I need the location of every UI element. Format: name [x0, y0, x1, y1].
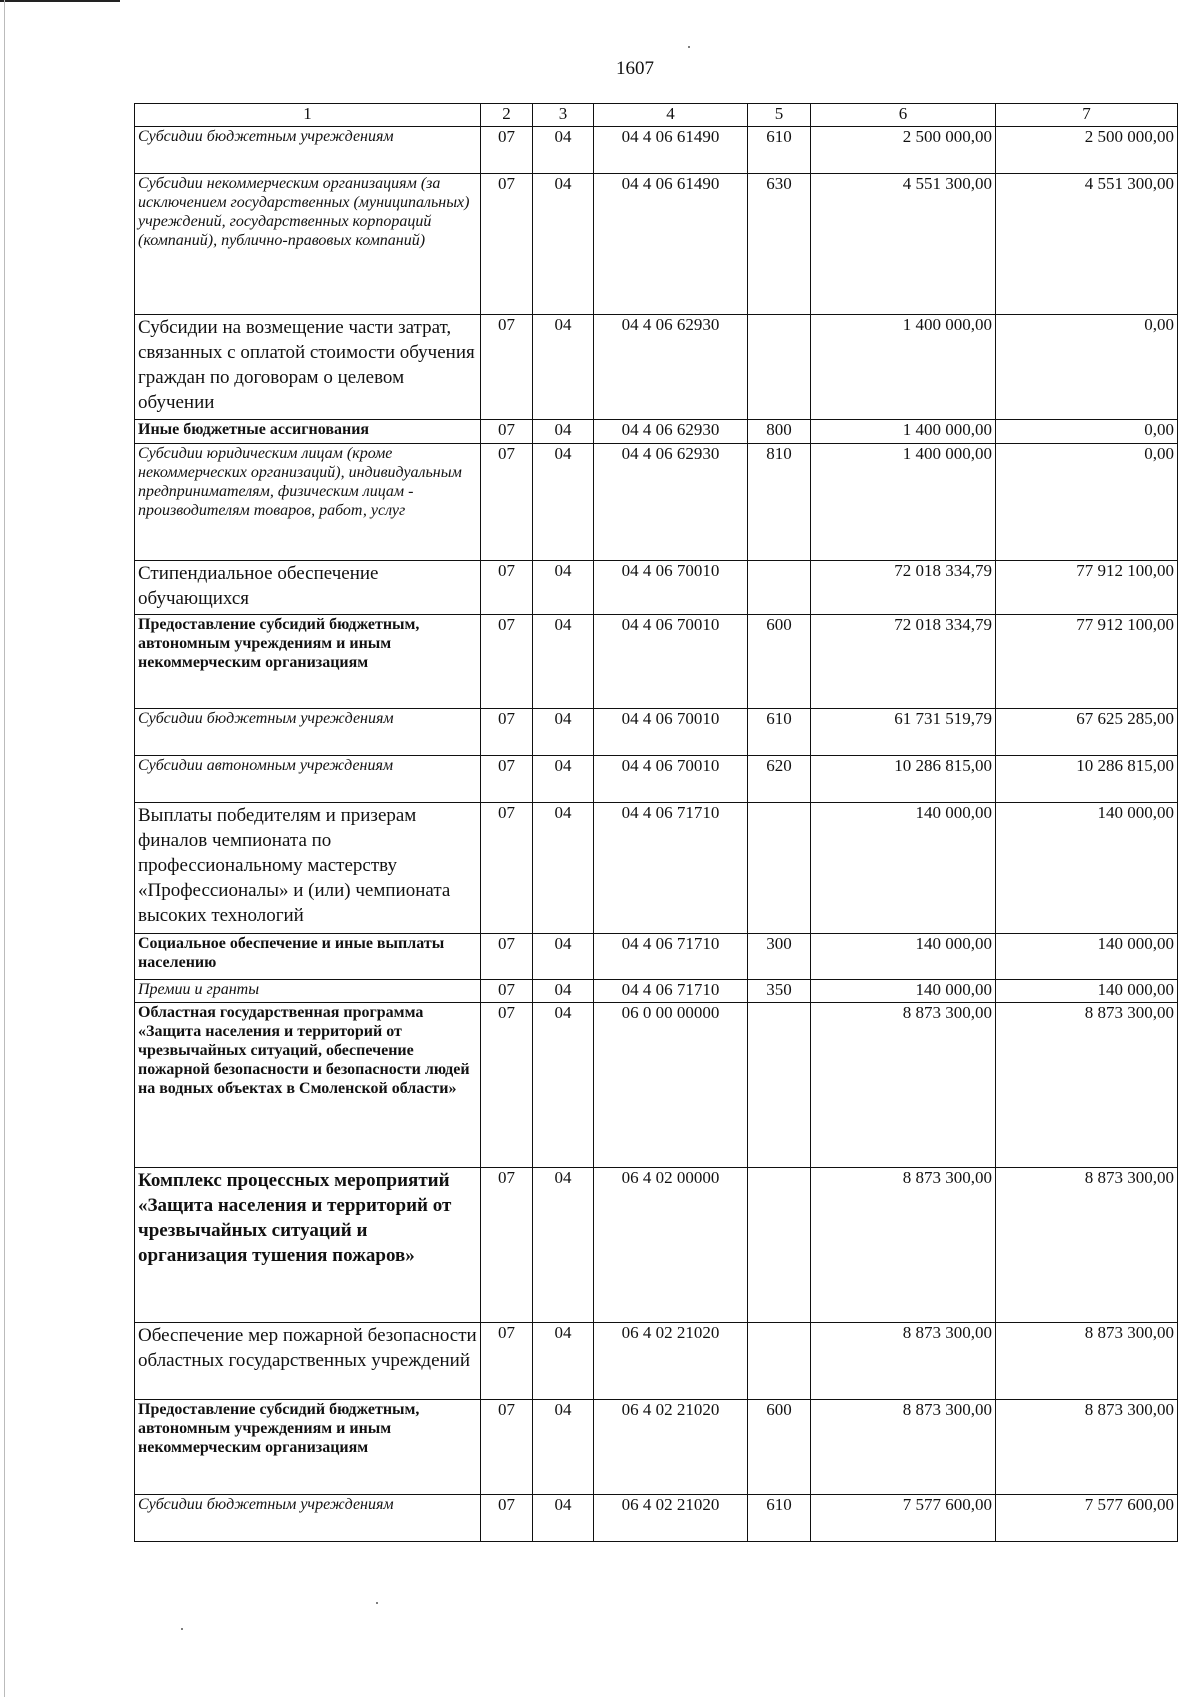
row-name: Иные бюджетные ассигнования [135, 420, 481, 444]
row-amount-year-1: 8 873 300,00 [811, 1323, 996, 1400]
row-amount-year-2: 140 000,00 [996, 934, 1178, 980]
table-row [135, 934, 1178, 980]
table-row [135, 756, 1178, 803]
row-section: 07 [481, 561, 533, 615]
table-row [135, 1400, 1178, 1495]
row-target-code: 04 4 06 62930 [594, 444, 748, 561]
row-target-code: 04 4 06 70010 [594, 561, 748, 615]
row-target-code: 04 4 06 71710 [594, 980, 748, 1003]
row-subsection: 04 [533, 444, 594, 561]
row-section: 07 [481, 709, 533, 756]
row-amount-year-2: 8 873 300,00 [996, 1400, 1178, 1495]
row-amount-year-1: 140 000,00 [811, 934, 996, 980]
row-amount-year-2: 140 000,00 [996, 980, 1178, 1003]
column-number: 7 [996, 104, 1178, 127]
row-amount-year-2: 8 873 300,00 [996, 1003, 1178, 1168]
row-subsection: 04 [533, 561, 594, 615]
row-amount-year-2: 0,00 [996, 444, 1178, 561]
row-section: 07 [481, 1400, 533, 1495]
row-name: Областная государственная программа «Защита населения и территорий от чрезвычайных ситуаций, обеспечение пожарной безопасности и безопасности людей на водных объектах в Смоленской области» [135, 1003, 481, 1168]
row-expense-type: 800 [748, 420, 811, 444]
row-name: Субсидии автономным учреждениям [135, 756, 481, 803]
row-section: 07 [481, 1003, 533, 1168]
row-section: 07 [481, 127, 533, 174]
row-amount-year-2: 10 286 815,00 [996, 756, 1178, 803]
row-section: 07 [481, 1168, 533, 1323]
row-expense-type [748, 1168, 811, 1323]
row-name: Предоставление субсидий бюджетным, автономным учреждениям и иным некоммерческим организациям [135, 1400, 481, 1495]
row-amount-year-1: 2 500 000,00 [811, 127, 996, 174]
table-row [135, 1323, 1178, 1400]
row-name: Субсидии на возмещение части затрат, связанных с оплатой стоимости обучения граждан по договорам о целевом обучении [135, 315, 481, 420]
row-expense-type: 630 [748, 174, 811, 315]
table-row [135, 1003, 1178, 1168]
row-name: Субсидии бюджетным учреждениям [135, 1495, 481, 1542]
page-number: 1607 [616, 58, 654, 79]
table-row [135, 315, 1178, 420]
row-amount-year-2: 7 577 600,00 [996, 1495, 1178, 1542]
row-amount-year-1: 10 286 815,00 [811, 756, 996, 803]
row-target-code: 04 4 06 61490 [594, 127, 748, 174]
table-row [135, 420, 1178, 444]
row-expense-type [748, 315, 811, 420]
row-subsection: 04 [533, 315, 594, 420]
row-section: 07 [481, 315, 533, 420]
row-name: Выплаты победителям и призерам финалов чемпионата по профессиональному мастерству «Профессионалы» и (или) чемпионата высоких технологий [135, 803, 481, 934]
row-target-code: 04 4 06 70010 [594, 756, 748, 803]
row-subsection: 04 [533, 174, 594, 315]
row-amount-year-2: 8 873 300,00 [996, 1168, 1178, 1323]
table-row [135, 803, 1178, 934]
row-name: Премии и гранты [135, 980, 481, 1003]
row-subsection: 04 [533, 1003, 594, 1168]
row-target-code: 04 4 06 62930 [594, 315, 748, 420]
row-section: 07 [481, 1495, 533, 1542]
table-row [135, 709, 1178, 756]
column-number: 6 [811, 104, 996, 127]
row-section: 07 [481, 934, 533, 980]
row-name: Субсидии бюджетным учреждениям [135, 127, 481, 174]
row-expense-type: 620 [748, 756, 811, 803]
row-expense-type [748, 1003, 811, 1168]
row-expense-type [748, 803, 811, 934]
scan-speck [688, 46, 690, 48]
row-subsection: 04 [533, 1323, 594, 1400]
row-name: Субсидии юридическим лицам (кроме некоммерческих организаций), индивидуальным предпринимателям, физическим лицам - производителям товаров, работ, услуг [135, 444, 481, 561]
row-amount-year-1: 8 873 300,00 [811, 1400, 996, 1495]
row-amount-year-2: 2 500 000,00 [996, 127, 1178, 174]
row-section: 07 [481, 420, 533, 444]
row-amount-year-1: 8 873 300,00 [811, 1003, 996, 1168]
row-target-code: 06 4 02 21020 [594, 1495, 748, 1542]
row-target-code: 06 4 02 21020 [594, 1323, 748, 1400]
row-subsection: 04 [533, 934, 594, 980]
scan-speck [181, 1628, 183, 1630]
row-amount-year-1: 7 577 600,00 [811, 1495, 996, 1542]
row-expense-type: 350 [748, 980, 811, 1003]
row-amount-year-1: 1 400 000,00 [811, 420, 996, 444]
row-amount-year-2: 0,00 [996, 420, 1178, 444]
table-row [135, 127, 1178, 174]
table-row [135, 615, 1178, 709]
row-expense-type: 610 [748, 1495, 811, 1542]
row-section: 07 [481, 615, 533, 709]
column-number: 5 [748, 104, 811, 127]
row-amount-year-2: 140 000,00 [996, 803, 1178, 934]
row-name: Комплекс процессных мероприятий «Защита населения и территорий от чрезвычайных ситуаций и организация тушения пожаров» [135, 1168, 481, 1323]
table-row [135, 561, 1178, 615]
column-number-row [135, 104, 1178, 127]
row-section: 07 [481, 444, 533, 561]
row-amount-year-1: 140 000,00 [811, 803, 996, 934]
table-row [135, 444, 1178, 561]
column-number: 4 [594, 104, 748, 127]
row-amount-year-2: 77 912 100,00 [996, 615, 1178, 709]
row-section: 07 [481, 1323, 533, 1400]
row-subsection: 04 [533, 803, 594, 934]
row-expense-type: 600 [748, 615, 811, 709]
row-amount-year-2: 77 912 100,00 [996, 561, 1178, 615]
row-expense-type [748, 1323, 811, 1400]
row-target-code: 04 4 06 61490 [594, 174, 748, 315]
budget-table [134, 103, 1178, 1542]
row-target-code: 04 4 06 71710 [594, 803, 748, 934]
budget-table-body [135, 127, 1178, 1542]
row-target-code: 04 4 06 70010 [594, 615, 748, 709]
row-amount-year-2: 0,00 [996, 315, 1178, 420]
row-expense-type: 300 [748, 934, 811, 980]
row-subsection: 04 [533, 980, 594, 1003]
column-number: 3 [533, 104, 594, 127]
row-amount-year-1: 72 018 334,79 [811, 615, 996, 709]
row-section: 07 [481, 756, 533, 803]
row-subsection: 04 [533, 420, 594, 444]
row-amount-year-1: 8 873 300,00 [811, 1168, 996, 1323]
row-name: Обеспечение мер пожарной безопасности областных государственных учреждений [135, 1323, 481, 1400]
row-expense-type: 610 [748, 127, 811, 174]
row-name: Предоставление субсидий бюджетным, автономным учреждениям и иным некоммерческим организациям [135, 615, 481, 709]
row-subsection: 04 [533, 709, 594, 756]
row-section: 07 [481, 980, 533, 1003]
row-amount-year-2: 67 625 285,00 [996, 709, 1178, 756]
table-row [135, 1168, 1178, 1323]
row-amount-year-1: 140 000,00 [811, 980, 996, 1003]
row-expense-type: 810 [748, 444, 811, 561]
row-expense-type: 610 [748, 709, 811, 756]
row-target-code: 06 0 00 00000 [594, 1003, 748, 1168]
row-name: Субсидии некоммерческим организациям (за исключением государственных (муниципальных) учреждений, государственных корпораций (компаний), публично-правовых компаний) [135, 174, 481, 315]
row-target-code: 06 4 02 00000 [594, 1168, 748, 1323]
row-amount-year-1: 61 731 519,79 [811, 709, 996, 756]
row-target-code: 06 4 02 21020 [594, 1400, 748, 1495]
row-target-code: 04 4 06 70010 [594, 709, 748, 756]
row-subsection: 04 [533, 1400, 594, 1495]
row-subsection: 04 [533, 1168, 594, 1323]
row-section: 07 [481, 803, 533, 934]
row-section: 07 [481, 174, 533, 315]
row-amount-year-1: 1 400 000,00 [811, 444, 996, 561]
row-expense-type [748, 561, 811, 615]
row-subsection: 04 [533, 615, 594, 709]
row-name: Стипендиальное обеспечение обучающихся [135, 561, 481, 615]
row-name: Субсидии бюджетным учреждениям [135, 709, 481, 756]
row-amount-year-1: 72 018 334,79 [811, 561, 996, 615]
table-row [135, 980, 1178, 1003]
column-number: 2 [481, 104, 533, 127]
row-amount-year-1: 1 400 000,00 [811, 315, 996, 420]
row-amount-year-2: 4 551 300,00 [996, 174, 1178, 315]
column-number: 1 [135, 104, 481, 127]
row-subsection: 04 [533, 1495, 594, 1542]
scan-speck [376, 1602, 378, 1604]
row-name: Социальное обеспечение и иные выплаты населению [135, 934, 481, 980]
row-amount-year-1: 4 551 300,00 [811, 174, 996, 315]
scan-edge-left [4, 0, 5, 1697]
row-subsection: 04 [533, 127, 594, 174]
row-amount-year-2: 8 873 300,00 [996, 1323, 1178, 1400]
row-subsection: 04 [533, 756, 594, 803]
table-row [135, 174, 1178, 315]
table-row [135, 1495, 1178, 1542]
row-target-code: 04 4 06 71710 [594, 934, 748, 980]
row-target-code: 04 4 06 62930 [594, 420, 748, 444]
row-expense-type: 600 [748, 1400, 811, 1495]
scan-edge-top [0, 0, 120, 2]
